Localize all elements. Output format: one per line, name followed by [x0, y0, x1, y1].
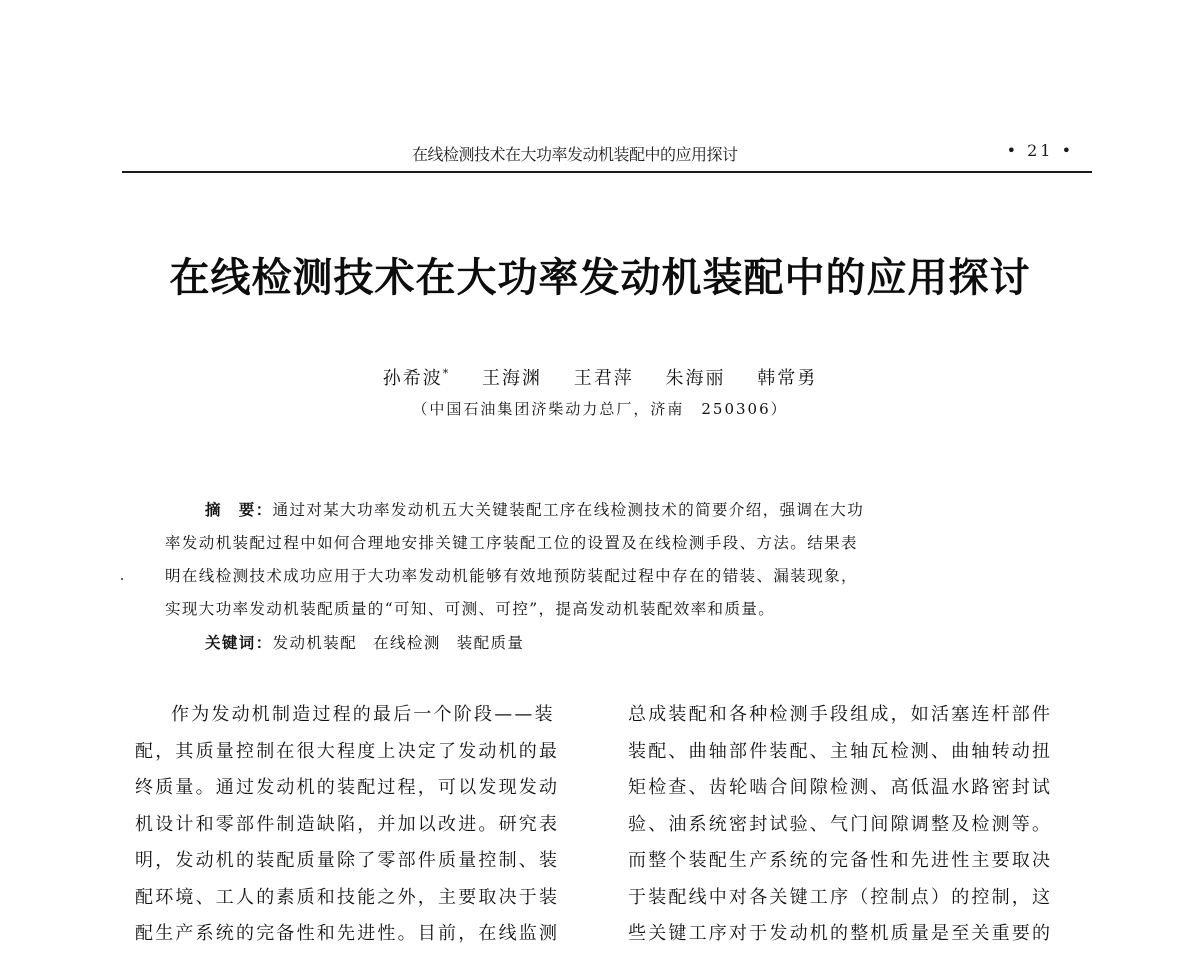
body-left-column [135, 697, 595, 953]
running-header [122, 140, 1092, 170]
body-line: 配，其质量控制在很大程度上决定了发动机的最 [135, 740, 560, 762]
abstract-line: 明在线检测技术成功应用于大功率发动机能够有效地预防装配过程中存在的错装、漏装现象， [165, 567, 858, 585]
author: 王君萍 [573, 368, 634, 389]
keywords [205, 631, 540, 653]
scan-artifact-dot [121, 578, 123, 580]
body-line: 总成装配和各种检测手段组成，如活塞连杆部件 [628, 704, 1053, 725]
body-line: 验、油系统密封试验、气门间隙调整及检测等。 [628, 813, 1053, 835]
body-line: 装配、曲轴部件装配、主轴瓦检测、曲轴转动扭 [628, 740, 1053, 762]
abstract [165, 494, 1060, 626]
body-line: 终质量。通过发动机的装配过程，可以发现发动 [135, 777, 560, 798]
body-line: 配环境、工人的素质和技能之外，主要取决于装 [135, 886, 560, 908]
keyword: 发动机装配 [272, 634, 358, 652]
abstract-line: 率发动机装配过程中如何合理地安排关键工序装配工位的设置及在线检测手段、方法。结果表 [165, 534, 858, 552]
keywords-label: 关键词： [205, 634, 273, 652]
body-line: 矩检查、齿轮啮合间隙检测、高低温水路密封试 [628, 777, 1053, 798]
keyword: 在线检测 [373, 634, 441, 652]
author-list [0, 364, 1200, 390]
body-line: 机设计和零部件制造缺陷，并加以改进。研究表 [135, 813, 560, 835]
running-header-title: 在线检测技术在大功率发动机装配中的应用探讨 [412, 145, 738, 164]
author: 韩常勇 [757, 368, 818, 389]
keyword: 装配质量 [456, 634, 525, 652]
affiliation: （中国石油集团济柴动力总厂，济南 250306） [412, 400, 788, 418]
corresponding-author-mark: * [442, 367, 451, 380]
body-line: 而整个装配生产系统的完备性和先进性主要取决 [628, 850, 1053, 871]
author: 朱海丽 [665, 368, 726, 389]
abstract-line: 通过对某大功率发动机五大关键装配工序在线检测技术的简要介绍，强调在大功 [272, 501, 865, 519]
body-right-column [628, 697, 1088, 953]
abstract-line: 实现大功率发动机装配质量的“可知、可测、可控”，提高发动机装配效率和质量。 [165, 600, 776, 618]
page-number: • 21 • [1006, 141, 1074, 160]
abstract-label: 摘 要： [205, 501, 273, 519]
body-line: 明，发动机的装配质量除了零部件质量控制、装 [135, 850, 560, 871]
body-line: 些关键工序对于发动机的整机质量是至关重要的 [628, 923, 1053, 944]
author: 孙希波 [382, 368, 443, 389]
article-title: 在线检测技术在大功率发动机装配中的应用探讨 [169, 255, 1031, 301]
body-line: 于装配线中对各关键工序（控制点）的控制，这 [628, 886, 1053, 908]
body-line: 作为发动机制造过程的最后一个阶段——装 [171, 704, 555, 725]
header-rule-divider [122, 171, 1092, 173]
author: 王海渊 [482, 368, 543, 389]
body-line: 配生产系统的完备性和先进性。目前，在线监测 [135, 923, 560, 944]
